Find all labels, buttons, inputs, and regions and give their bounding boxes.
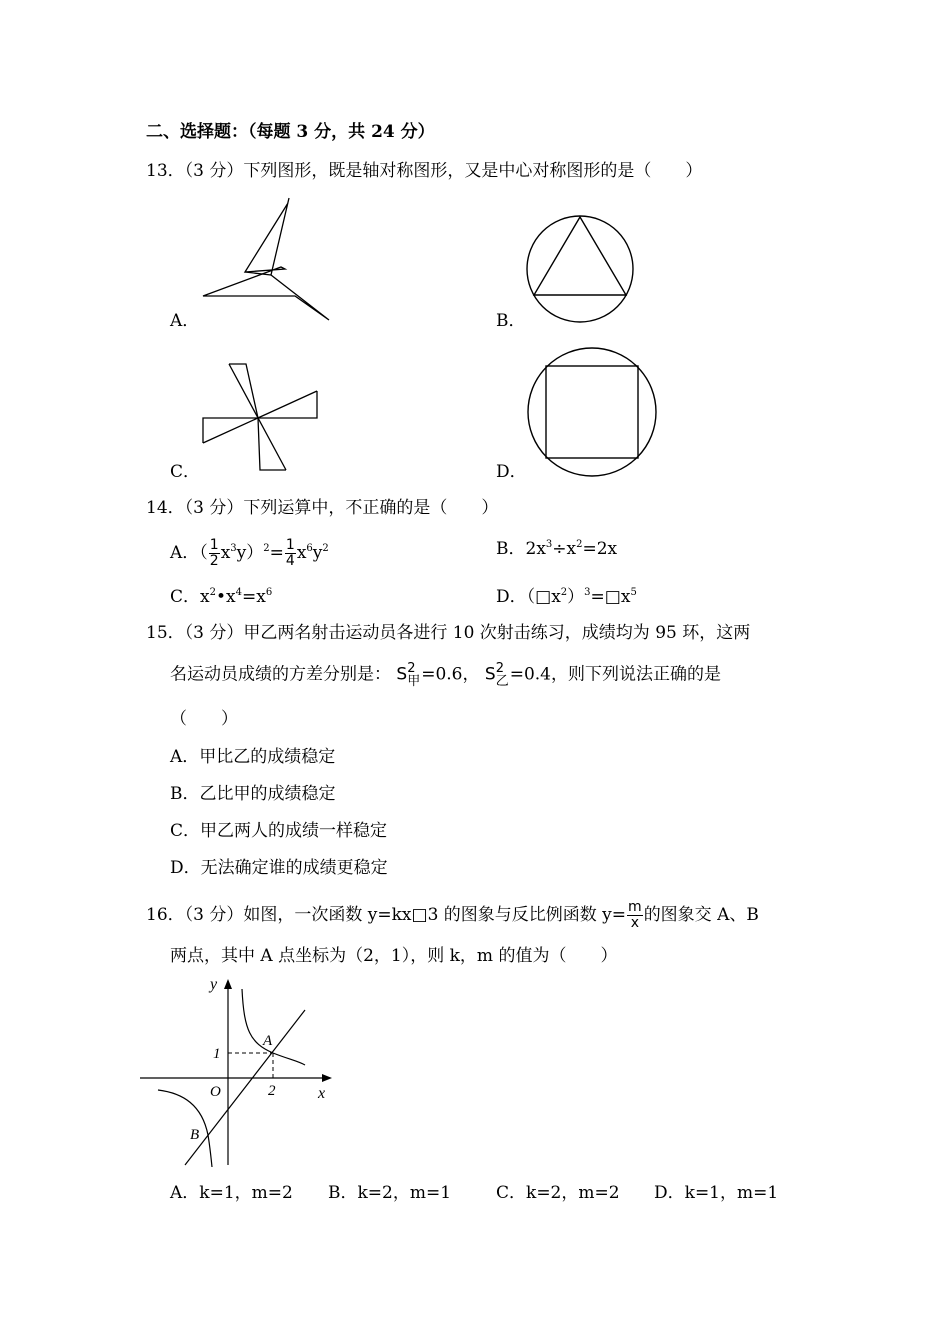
q14-option-a: A．（ $\frac{1}{2}$ $x^3y)^2=$ $\frac{1}{4}$ $x^6y^2$ xyxy=(170,537,329,569)
q15-option-d: D．无法确定谁的成绩更稳定 xyxy=(170,858,388,878)
q15-variance-yi-scripts: 2 乙 xyxy=(495,661,509,689)
q14-d-label: D． xyxy=(496,587,527,607)
x-axis-arrow-icon xyxy=(322,1074,332,1082)
q16-stem-line1: 16．（3 分）如图，一次函数 y=kx□3 的图象与反比例函数 y= $\frac{m}{x}$ 的图象交 A、B xyxy=(146,899,759,931)
section-header: 二、选择题：（每题 3 分，共 24 分） xyxy=(146,122,435,142)
tick-label-2: 2 xyxy=(268,1083,276,1099)
q14-text: （3 分）下列运算中，不正确的是（ ） xyxy=(184,498,499,518)
q16-stem-line2: 两点，其中 A 点坐标为（2，1），则 k，m 的值为（ ） xyxy=(170,946,618,966)
q13-figure-c-windmill xyxy=(198,360,323,475)
q14-number: 14． xyxy=(146,498,185,518)
q14-option-b: B．$2x^3\div x^2=2x$ xyxy=(496,539,618,559)
origin-label: O xyxy=(210,1084,221,1100)
q14-option-c: C．$x^2•x^4=x^6$ xyxy=(170,587,273,607)
y-axis-label: y xyxy=(210,976,218,993)
linear-function-line xyxy=(185,1010,305,1165)
q16-number: 16． xyxy=(146,905,185,925)
q15-stem-line1: 15．（3 分）甲乙两名射击运动员各进行 10 次射击练习，成绩均为 95 环，这两 xyxy=(146,623,751,643)
q16-option-d: D．k=1，m=1 xyxy=(654,1183,779,1203)
hyperbola-branch-upper xyxy=(242,989,305,1065)
tick-label-1: 1 xyxy=(213,1046,221,1062)
q16-option-c: C．k=2，m=2 xyxy=(496,1183,620,1203)
q15-option-b: B．乙比甲的成绩稳定 xyxy=(170,784,336,804)
x-axis-label: x xyxy=(318,1085,326,1102)
q14-c-label: C． xyxy=(170,587,201,607)
q14-b-label: B． xyxy=(496,539,526,559)
q13-figure-b-triangle-in-circle xyxy=(524,213,636,325)
q15-stem-line2: 名运动员成绩的方差分别是： S 2 甲 =0.6， S 2 乙 =0.4，则下列说法正确的是 xyxy=(170,661,721,689)
q13-option-d-label: D． xyxy=(496,462,527,482)
q15-stem-line3: （ ） xyxy=(170,709,238,729)
q13-stem xyxy=(146,160,702,182)
q15-number: 15． xyxy=(146,623,185,643)
q16-function-graph xyxy=(138,975,338,1170)
q15-variance-jia-scripts: 2 甲 xyxy=(407,661,421,689)
point-a-label: A xyxy=(263,1033,273,1049)
q16-option-b: B．k=2，m=1 xyxy=(328,1183,452,1203)
q15-option-c: C．甲乙两人的成绩一样稳定 xyxy=(170,821,388,841)
q13-option-a-label: A． xyxy=(170,311,200,331)
q14-a-fraction-2: $\frac{1}{4}$ xyxy=(285,537,295,569)
q13-figure-d-square-in-circle xyxy=(525,345,660,480)
q15-option-a: A．甲比乙的成绩稳定 xyxy=(170,747,336,767)
q16-fraction-m-over-x: $\frac{m}{x}$ xyxy=(628,899,642,931)
q14-stem xyxy=(146,497,498,519)
q13-figure-a-pinwheel xyxy=(195,192,335,327)
q14-a-label: A． xyxy=(170,543,200,563)
q14-a-fraction-1: $\frac{1}{2}$ xyxy=(209,537,219,569)
q13-number: 13． xyxy=(146,161,185,181)
q13-option-c-label: C． xyxy=(170,462,201,482)
q16-option-a: A．k=1，m=2 xyxy=(170,1183,293,1203)
q14-option-d: D．$(□x^2)^3=□x^5$ xyxy=(496,587,637,607)
q13-text: （3 分）下列图形，既是轴对称图形，又是中心对称图形的是（ ） xyxy=(184,161,703,181)
q15-variance-symbol-jia: S xyxy=(396,664,408,685)
hyperbola-branch-lower xyxy=(158,1090,212,1167)
y-axis-arrow-icon xyxy=(224,979,232,989)
q15-variance-symbol-yi: S xyxy=(484,664,496,685)
q13-option-b-label: B． xyxy=(496,311,526,331)
point-b-label: B xyxy=(190,1127,200,1143)
